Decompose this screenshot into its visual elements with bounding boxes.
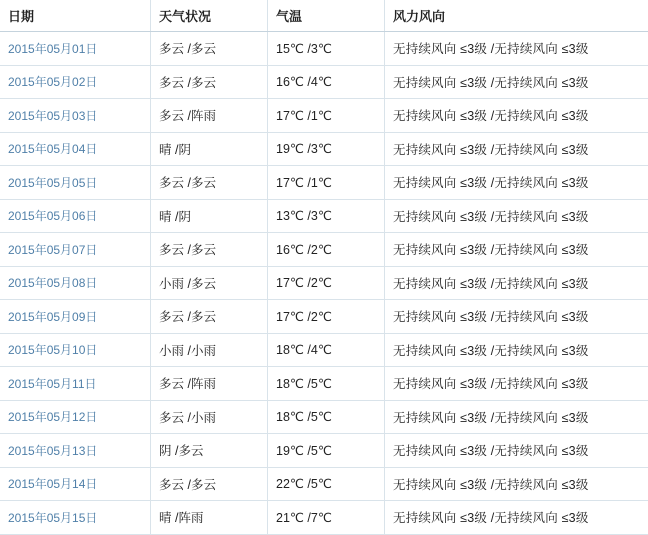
cell-date[interactable]: 2015年05月08日 [0,266,151,300]
cell-wind: 无持续风向 ≤3级 /无持续风向 ≤3级 [385,199,648,233]
cell-date[interactable]: 2015年05月11日 [0,367,151,401]
cell-date[interactable]: 2015年05月05日 [0,166,151,200]
cell-date[interactable]: 2015年05月02日 [0,65,151,99]
cell-date[interactable]: 2015年05月10日 [0,333,151,367]
cell-temperature: 16℃ /4℃ [268,65,385,99]
cell-date[interactable]: 2015年05月06日 [0,199,151,233]
cell-temperature: 17℃ /1℃ [268,166,385,200]
table-row [0,166,648,200]
cell-wind: 无持续风向 ≤3级 /无持续风向 ≤3级 [385,400,648,434]
cell-date[interactable]: 2015年05月13日 [0,434,151,468]
table-row [0,333,648,367]
table-row [0,32,648,66]
cell-condition: 多云 /阵雨 [151,367,268,401]
table-row [0,434,648,468]
cell-wind: 无持续风向 ≤3级 /无持续风向 ≤3级 [385,434,648,468]
table-row [0,501,648,535]
cell-condition: 晴 /阴 [151,199,268,233]
cell-condition: 小雨 /小雨 [151,333,268,367]
cell-temperature: 18℃ /5℃ [268,367,385,401]
column-header-wind: 风力风向 [385,0,648,32]
table-row [0,400,648,434]
cell-date[interactable]: 2015年05月12日 [0,400,151,434]
cell-temperature: 16℃ /2℃ [268,233,385,267]
table-row [0,233,648,267]
cell-date[interactable]: 2015年05月09日 [0,300,151,334]
column-header-temperature: 气温 [268,0,385,32]
cell-temperature: 22℃ /5℃ [268,467,385,501]
cell-condition: 多云 /多云 [151,467,268,501]
cell-wind: 无持续风向 ≤3级 /无持续风向 ≤3级 [385,467,648,501]
table-header-row [0,0,648,32]
cell-temperature: 17℃ /1℃ [268,99,385,133]
cell-condition: 晴 /阴 [151,132,268,166]
table-row [0,132,648,166]
cell-wind: 无持续风向 ≤3级 /无持续风向 ≤3级 [385,65,648,99]
cell-temperature: 18℃ /5℃ [268,400,385,434]
cell-condition: 多云 /多云 [151,300,268,334]
table-row [0,99,648,133]
table-row [0,266,648,300]
cell-wind: 无持续风向 ≤3级 /无持续风向 ≤3级 [385,166,648,200]
cell-wind: 无持续风向 ≤3级 /无持续风向 ≤3级 [385,333,648,367]
cell-condition: 多云 /阵雨 [151,99,268,133]
cell-temperature: 19℃ /3℃ [268,132,385,166]
table-body [0,32,648,535]
table-row [0,65,648,99]
cell-date[interactable]: 2015年05月14日 [0,467,151,501]
cell-condition: 多云 /多云 [151,166,268,200]
cell-temperature: 15℃ /3℃ [268,32,385,66]
cell-condition: 晴 /阵雨 [151,501,268,535]
cell-date[interactable]: 2015年05月07日 [0,233,151,267]
table-row [0,199,648,233]
cell-wind: 无持续风向 ≤3级 /无持续风向 ≤3级 [385,501,648,535]
cell-wind: 无持续风向 ≤3级 /无持续风向 ≤3级 [385,99,648,133]
cell-condition: 多云 /多云 [151,233,268,267]
cell-wind: 无持续风向 ≤3级 /无持续风向 ≤3级 [385,367,648,401]
table-row [0,367,648,401]
cell-date[interactable]: 2015年05月01日 [0,32,151,66]
cell-condition: 多云 /多云 [151,65,268,99]
cell-condition: 小雨 /多云 [151,266,268,300]
cell-temperature: 21℃ /7℃ [268,501,385,535]
table-row [0,300,648,334]
cell-temperature: 17℃ /2℃ [268,300,385,334]
cell-wind: 无持续风向 ≤3级 /无持续风向 ≤3级 [385,233,648,267]
cell-condition: 阴 /多云 [151,434,268,468]
cell-wind: 无持续风向 ≤3级 /无持续风向 ≤3级 [385,32,648,66]
cell-wind: 无持续风向 ≤3级 /无持续风向 ≤3级 [385,266,648,300]
column-header-date: 日期 [0,0,151,32]
cell-temperature: 19℃ /5℃ [268,434,385,468]
table-row [0,467,648,501]
cell-date[interactable]: 2015年05月03日 [0,99,151,133]
cell-date[interactable]: 2015年05月04日 [0,132,151,166]
column-header-condition: 天气状况 [151,0,268,32]
table-header [0,0,648,32]
cell-temperature: 18℃ /4℃ [268,333,385,367]
cell-condition: 多云 /多云 [151,32,268,66]
cell-temperature: 17℃ /2℃ [268,266,385,300]
cell-wind: 无持续风向 ≤3级 /无持续风向 ≤3级 [385,132,648,166]
cell-wind: 无持续风向 ≤3级 /无持续风向 ≤3级 [385,300,648,334]
cell-date[interactable]: 2015年05月15日 [0,501,151,535]
cell-condition: 多云 /小雨 [151,400,268,434]
cell-temperature: 13℃ /3℃ [268,199,385,233]
